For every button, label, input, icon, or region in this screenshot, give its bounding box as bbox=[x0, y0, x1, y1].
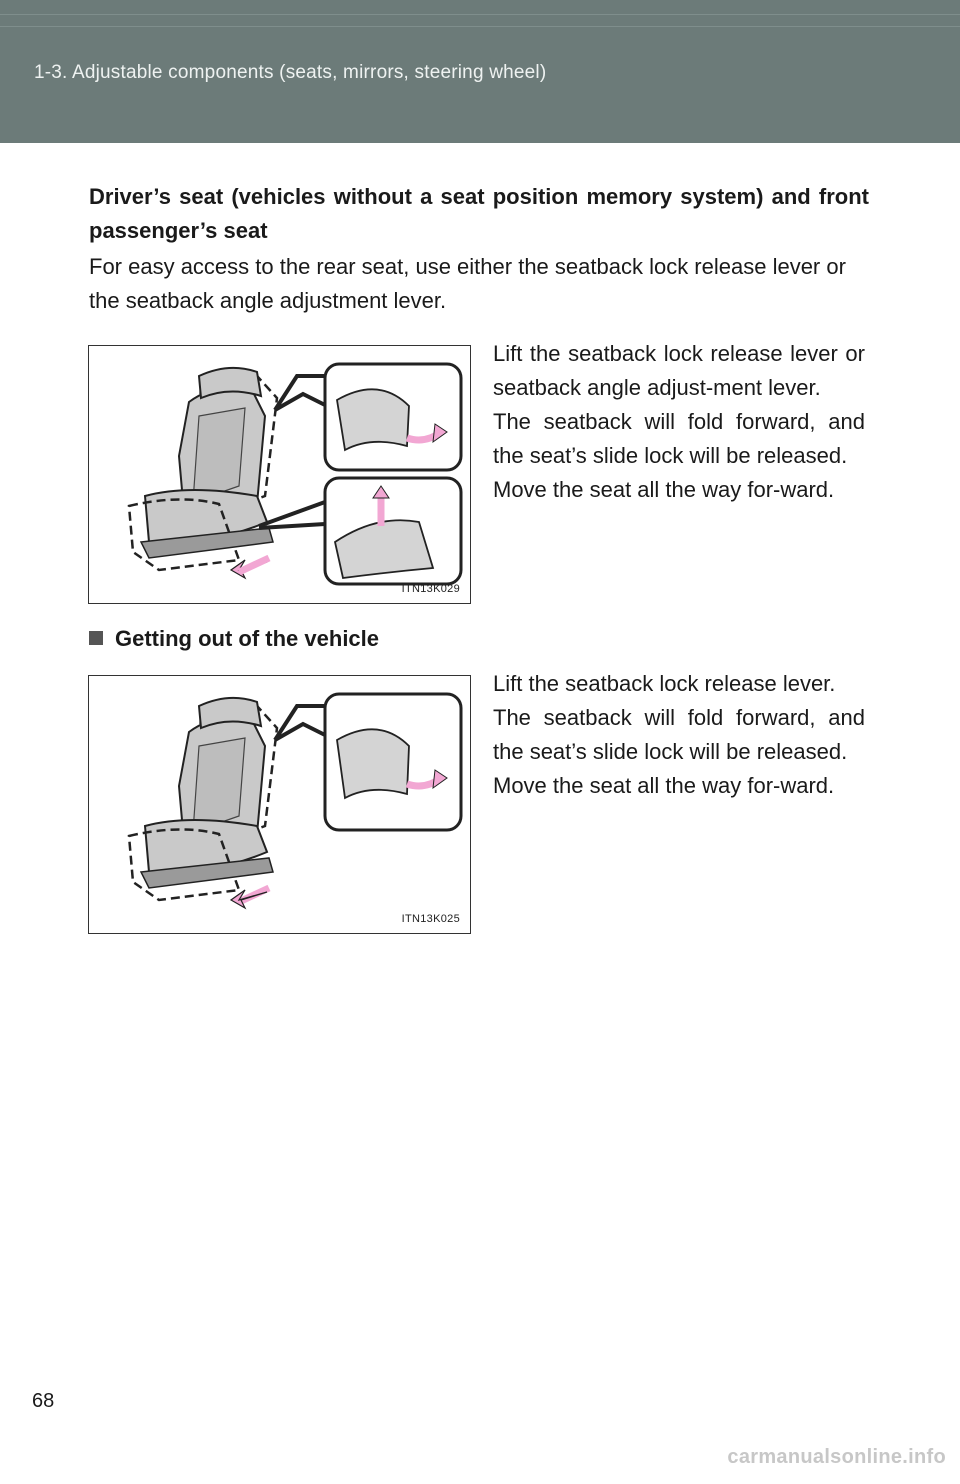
header-rule bbox=[0, 14, 960, 15]
page-number: 68 bbox=[32, 1390, 55, 1412]
lever-detail bbox=[337, 389, 409, 450]
step-text: Move the seat all the way for-ward. bbox=[493, 477, 835, 502]
figure-1-steps bbox=[493, 337, 865, 507]
callout-leader bbox=[259, 502, 325, 526]
square-bullet-icon bbox=[89, 631, 103, 645]
section-heading: Driver’s seat (vehicles without a seat position memory system) and front passenger’s seat bbox=[89, 184, 869, 243]
section-title: 1-3. Adjustable components (seats, mirrors, steering wheel) bbox=[34, 62, 547, 83]
seat-illustration-1 bbox=[88, 345, 471, 604]
figure-2-steps bbox=[493, 667, 865, 803]
figure-code: ITN13K029 bbox=[401, 583, 460, 595]
figure-code: ITN13K025 bbox=[401, 913, 460, 925]
intro-paragraph: For easy access to the rear seat, use either the seatback lock release lever or the seatback angle adjustment lever. bbox=[89, 254, 846, 313]
seat-fold-diagram bbox=[89, 676, 470, 933]
step-text: Lift the seatback lock release lever or seatback angle adjust-ment lever. bbox=[493, 341, 865, 400]
callout-leader bbox=[259, 524, 325, 528]
seat-fold-diagram bbox=[89, 346, 470, 603]
subsection-heading-text: Getting out of the vehicle bbox=[115, 626, 380, 651]
header-rule bbox=[0, 26, 960, 27]
step-text: Move the seat all the way for-ward. bbox=[493, 773, 835, 798]
lever-detail bbox=[337, 729, 409, 798]
step-text: The seatback will fold forward, and the seat’s slide lock will be released. bbox=[493, 705, 865, 764]
header-band bbox=[0, 0, 960, 143]
watermark: carmanualsonline.info bbox=[727, 1446, 946, 1468]
seat-illustration-2 bbox=[88, 675, 471, 934]
step-text: Lift the seatback lock release lever. bbox=[493, 671, 836, 696]
forward-arrow-shaft bbox=[239, 558, 269, 572]
step-text: The seatback will fold forward, and the seat’s slide lock will be released. bbox=[493, 409, 865, 468]
subsection-heading bbox=[89, 622, 379, 656]
forward-arrow-shaft bbox=[239, 888, 269, 902]
